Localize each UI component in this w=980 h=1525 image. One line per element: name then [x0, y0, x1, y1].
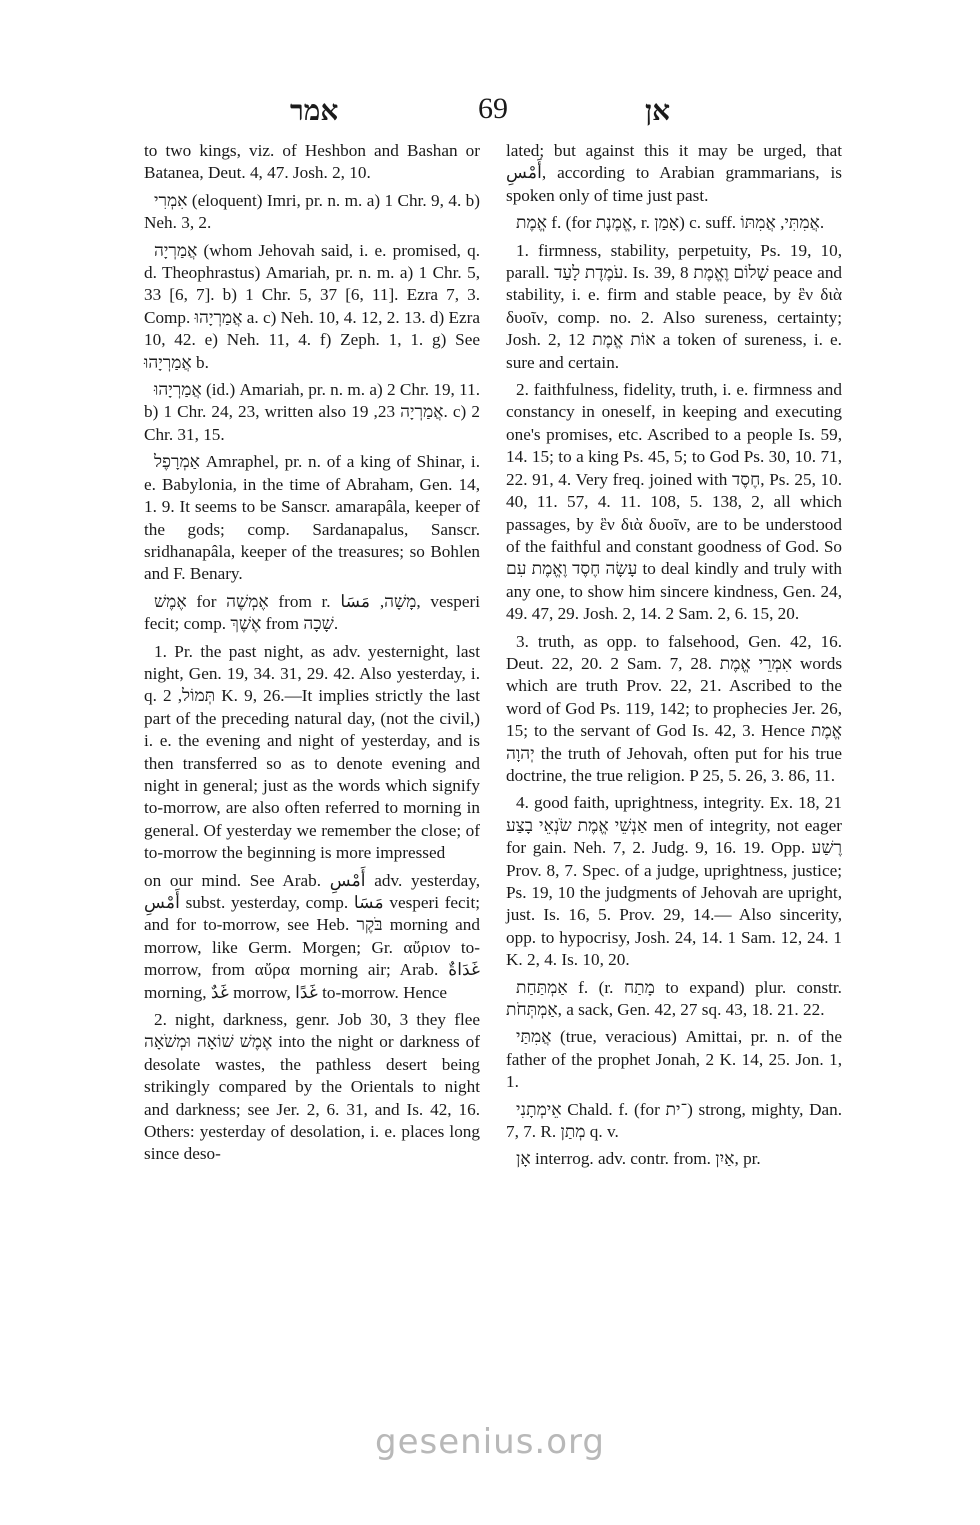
- entry-paragraph: אָן interrog. adv. contr. from. אַיִן, pr.: [516, 1149, 761, 1169]
- entry-paragraph: 3. truth, as opp. to falsehood, Gen. 42, 16. Deut. 22, 20. 2 Sam. 7, 28. אִמְרֵי אֱמֶת words which are truth Prov. 22, 21. Ascribed to the word of God Ps. 119, 142; to prophecies Jer. 26, 15; to the servant of God Is. 42, 3. Hence אֱמֶת יְהוָה the truth of Jehovah, often put for his true doctrine, the true religion. P 25, 5. 26, 3. 86, 11.: [506, 631, 843, 785]
- header-catchword-right: אן: [645, 96, 671, 127]
- entry-paragraph: 4. good faith, uprightness, integrity. Ex. 18, 21 אַנְשֵׁי אֱמֶת שֹׂנְאֵי בָצַע men of integrity, not eager for gain. Neh. 7, 2. Judg. 9, 16. 19. Opp. רֶשַׁע Prov. 8, 7. Spec. of a judge, uprightness, justice; Ps. 19, 10 the judgments of Jehovah are upright, just. Is. 16, 5. Prov. 29, 14.— Also sincerity, opp. to hypocrisy, Josh. 24, 14. 1 Sam. 12, 24. 1 K. 2, 4. Is. 10, 20.: [506, 793, 842, 970]
- header-catchword-left: אמר: [290, 96, 339, 127]
- left-column: [144, 140, 480, 1171]
- site-watermark: gesenius.org: [375, 1422, 605, 1462]
- entry-paragraph: 1. firmness, stability, perpetuity, Ps. 19, 10, parall. עֹמֶדֶת לָעַד. Is. 39, 8 שָׁלוֹם וֶאֱמֶת peace and stability, i. e. firm and stable peace, by ἓν διὰ δυοῖν, comp. no. 2. Also sureness, certainty; Josh. 2, 12 אוֹת אֱמֶת a token of sureness, i. e. sure and certain.: [506, 240, 843, 372]
- entry-paragraph: on our mind. See Arab. أَمْسِ adv. yesterday, أَمْسِ subst. yesterday, comp. مَسَا vesperi fecit; and for to-morrow, see Heb. בֹּקֶר morning and morrow, like Germ. Morgen; Gr. αὔριον to-morrow, from αὔρα morning air; Arab. غَدَاةٌ morning, غَدٌ morrow, غَدًا to-morrow. Hence: [144, 870, 480, 1002]
- entry-paragraph: אַמְרָפֶל Amraphel, pr. n. of a king of Shinar, i. e. Babylonia, in the time of Abraham, Gen. 14, 1. 9. It seems to be Sanscr. amarapâla, keeper of the gods; comp. Sardanapalus, Sanscr. sridhanapâla, keeper of the treasures; so Bohlen and F. Benary.: [144, 452, 480, 584]
- entry-paragraph: lated; but against this it may be urged, that أَمْسِ, according to Arabian grammarians, is spoken only of time just past.: [506, 141, 842, 205]
- page-number: 69: [478, 92, 508, 125]
- right-column: [506, 140, 842, 1176]
- entry-paragraph: אִמְרִי (eloquent) Imri, pr. n. m. a) 1 Chr. 9, 4. b) Neh. 3, 2.: [144, 190, 480, 233]
- entry-paragraph: אֶמֶשׁ for אֶמְשֶׁה from r. מָשָׁה, مَسَا, vesperi fecit; comp. אֶשֶׁךְ from שָׁכָה.: [144, 591, 480, 634]
- entry-paragraph: 1. Pr. the past night, as adv. yesternight, last night, Gen. 19, 34. 31, 29. 42. Also yesterday, i. q. תְּמוֹל, 2 K. 9, 26.—It implies strictly the last part of the preceding natural day, (not the civil,) i. e. the evening and night of yesterday, and is then transferred so as to denote evening and night in general; just as the words which signify to-morrow, are also often referred to morning in general. Of yesterday we remember the close; of to-morrow the beginning is more impressed: [144, 641, 480, 863]
- entry-paragraph: אֲמַרְיָהוּ (id.) Amariah, pr. n. m. a) 2 Chr. 19, 11. b) 1 Chr. 24, 23, written also אֲמַרְיָה 23, 19. c) 2 Chr. 31, 15.: [144, 380, 480, 444]
- entry-paragraph: אֲמִתַּי (true, veracious) Amittai, pr. n. of the father of the prophet Jonah, 2 K. 14, 25. Jon. 1, 1.: [506, 1027, 842, 1092]
- page-header: [140, 92, 850, 132]
- entry-paragraph: 2. night, darkness, genr. Job 30, 3 they flee אֶמֶשׁ שׁוֹאָה וּמְשֹׁאָה into the night or darkness of desolate wastes, the pathless desert being strikingly compared by the Orientals to night and darkness; see Jer. 2, 6. 31, and Is. 42, 16. Others: yesterday of desolation, i. e. places long since deso-: [144, 1010, 480, 1164]
- entry-paragraph: אֱמֶת f. (for אֱמֶנֶת, r. אָמַן) c. suff. אֲמִתִּי, אֲמִתּוֹ.: [516, 213, 825, 233]
- entry-paragraph: to two kings, viz. of Heshbon and Bashan or Batanea, Deut. 4, 47. Josh. 2, 10.: [144, 141, 480, 183]
- entry-paragraph: 2. faithfulness, fidelity, truth, i. e. firmness and constancy in oneself, in keeping and executing one's promises, etc. Ascribed to a people Is. 59, 14. 15; to a king Ps. 45, 5; to God Ps. 30, 10. 71, 22. 91, 4. Very freq. joined with חֶסֶד, Ps. 25, 10. 40, 11. 57, 4. 11. 108, 5. 138, 2, all which passages, by ἓν διὰ δυοῖν, are to be understood of the faithful and constant goodness of God. So עָשָׂה חֶסֶד וֶאֱמֶת עִם to deal kindly and truly with any one, to show him sincere kindness, Gen. 24, 49. 47, 29. Josh. 2, 14. 2 Sam. 2, 6. 15, 20.: [506, 380, 843, 624]
- entry-paragraph: אַמְתַּחַת f. (r. מָתַח to expand) plur. constr. אַמְתְּחֹת, a sack, Gen. 42, 27 sq. 43, 18. 21. 22.: [506, 977, 842, 1020]
- entry-paragraph: אֵימְתָנִי Chald. f. (for ־ית) strong, mighty, Dan. 7, 7. R. מְתַן q. v.: [506, 1099, 842, 1142]
- entry-paragraph: אֲמַרְיָה (whom Jehovah said, i. e. promised, q. d. Theophrastus) Amariah, pr. n. m. a) 1 Chr. 5, 33 [6, 7]. b) 1 Chr. 5, 37 [6, 11]. Ezra 7, 3. Comp. אֲמַרְיָהוּ a. c) Neh. 10, 4. 12, 2. 13. d) Ezra 10, 42. e) Neh. 11, 4. f) Zeph. 1, 1. g) See אֲמַרְיָהוּ b.: [144, 240, 480, 372]
